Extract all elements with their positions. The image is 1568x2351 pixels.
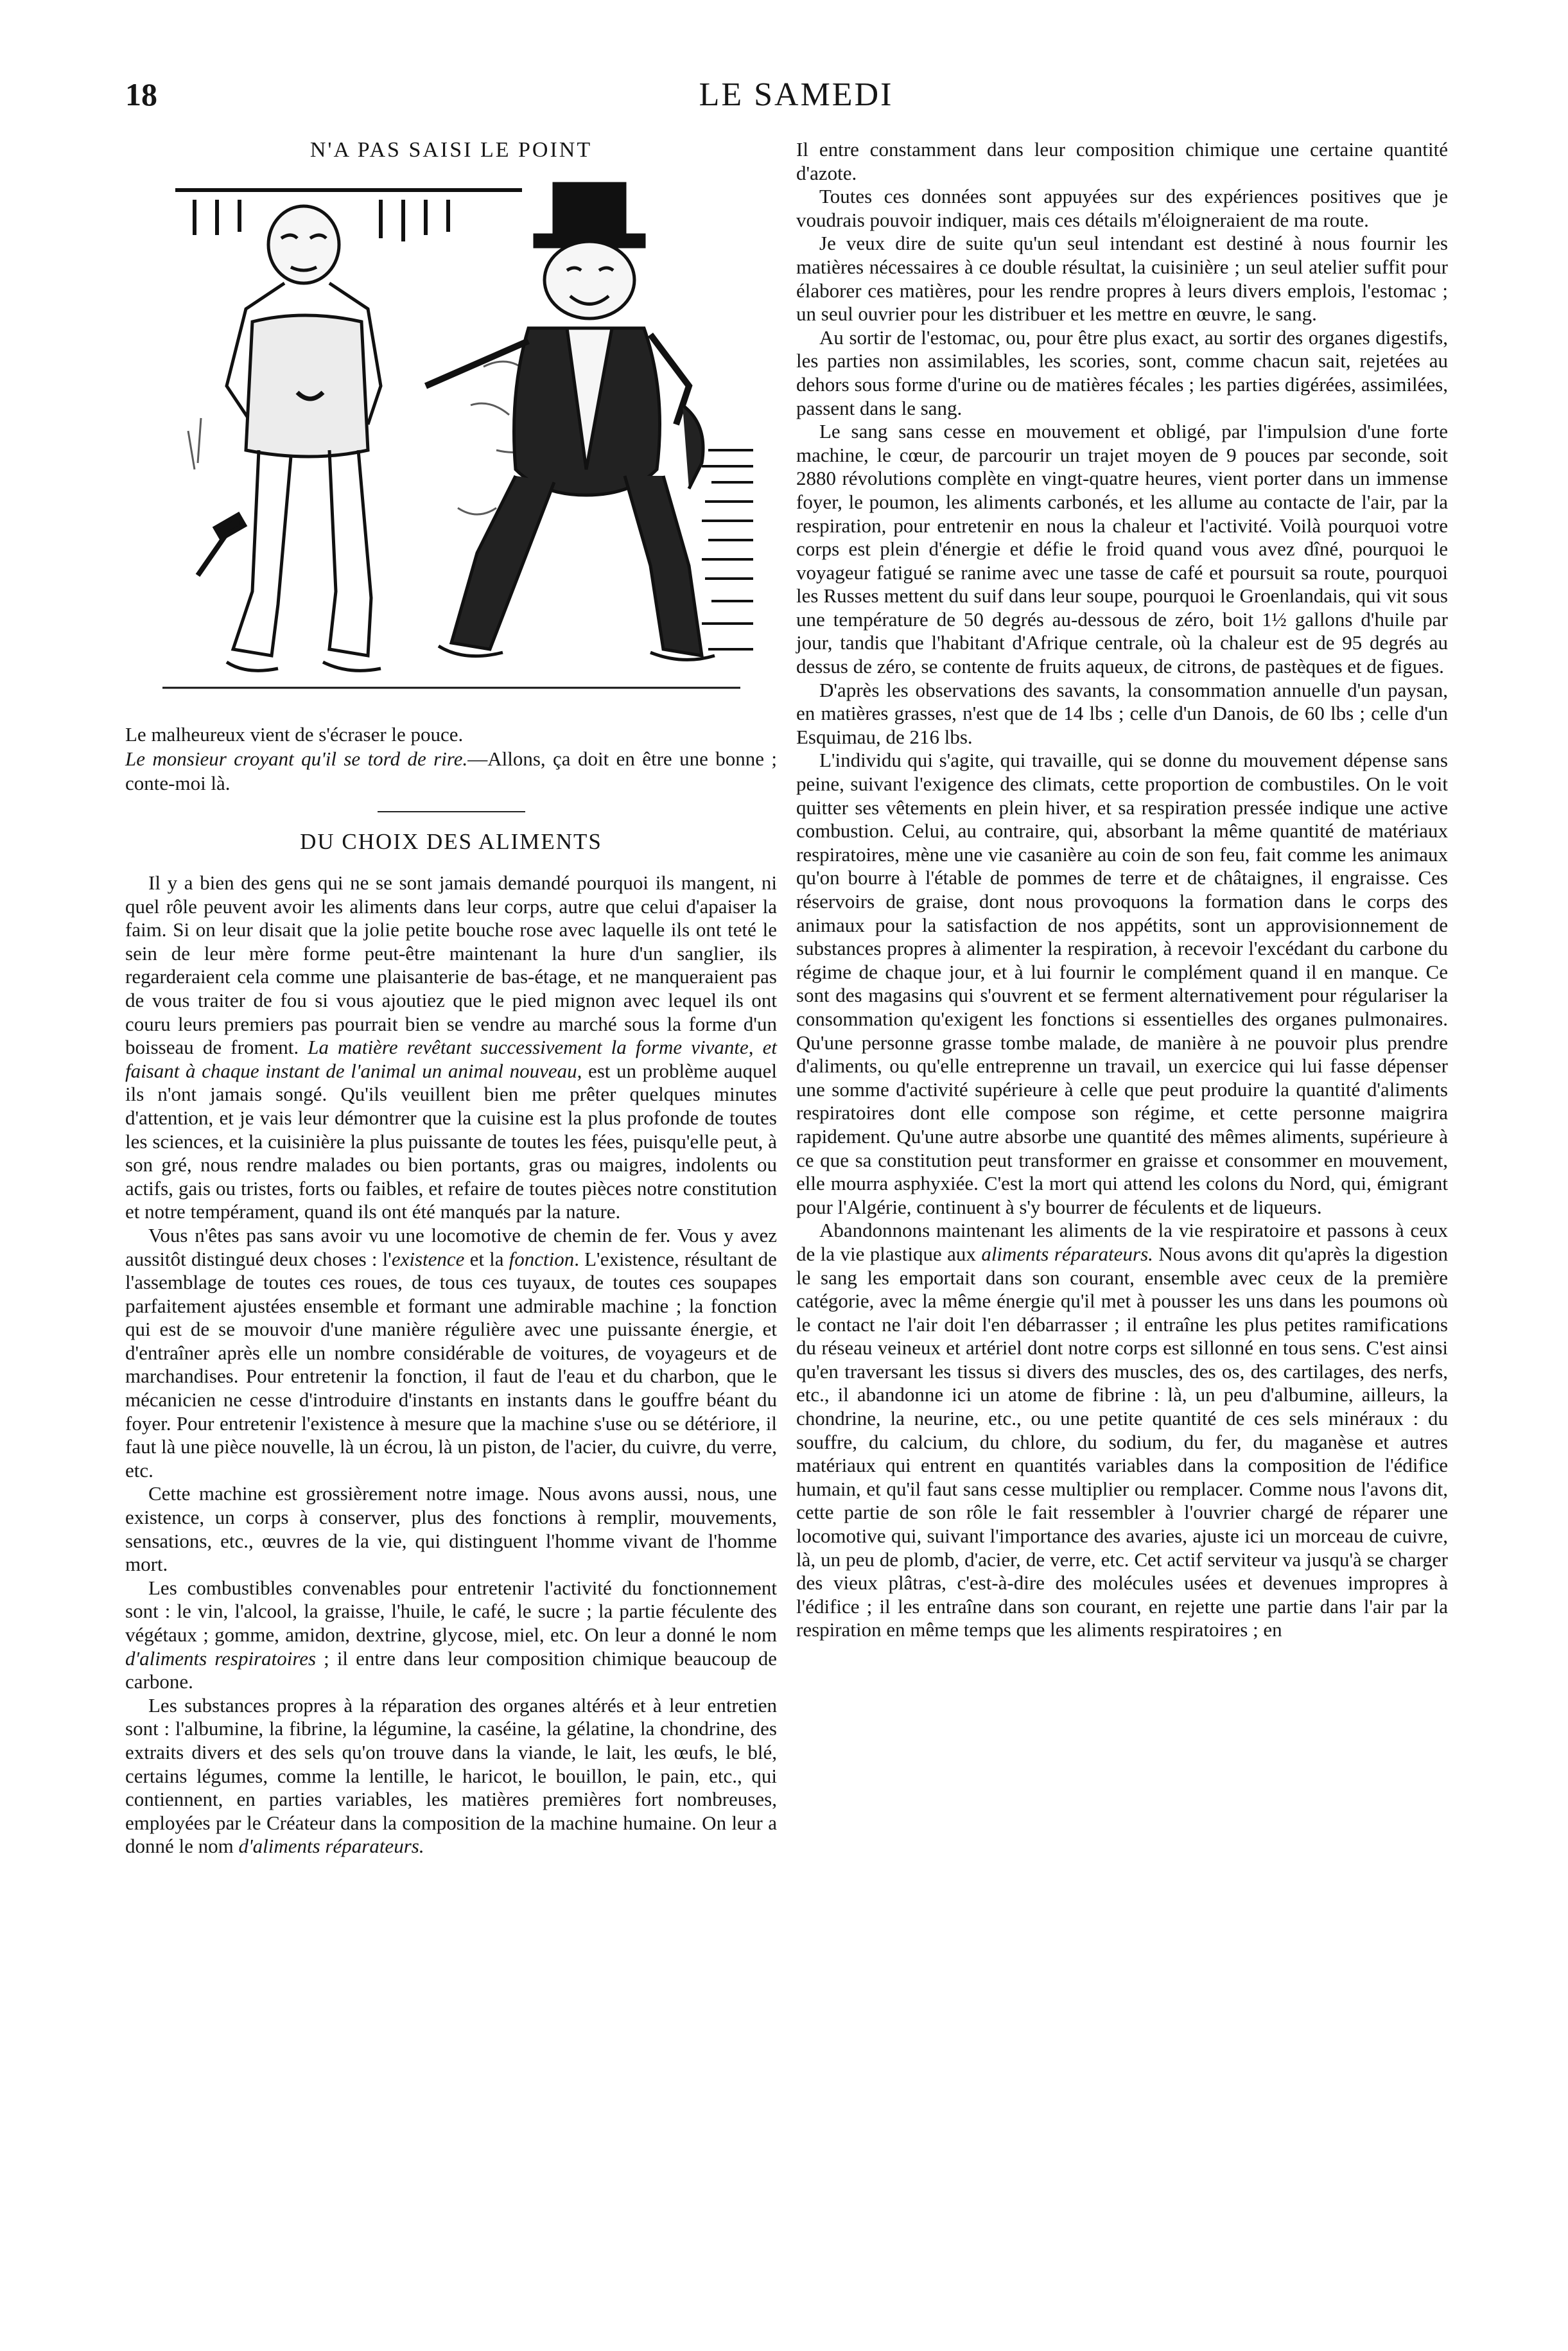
- right-column: [796, 138, 1448, 1642]
- article-body-right: [796, 138, 1448, 1642]
- paragraph: Au sortir de l'estomac, ou, pour être plus exact, au sortir des organes digestifs, les parties non assimilables, les scories, sont, comme chacun sait, rejetées au dehors sous forme d'urine ou de matières fécales ; les parties digérées, assimilées, passent dans le sang.: [796, 326, 1448, 419]
- section-divider: [378, 811, 525, 812]
- paragraph: Toutes ces données sont appuyées sur des expériences positives que je voudrais pouvoir indiquer, mais ces détails m'éloigneraient de ma route.: [796, 185, 1448, 231]
- paragraph: Abandonnons maintenant les aliments de la vie respiratoire et passons à ceux de la vie plastique aux aliments réparateurs. Nous avons dit qu'après la digestion le sang les emportait dans son courant, ensemble avec ceux de la première catégorie, avec la même énergie qu'il met à pousser les uns dans les poumons où le contact ne l'air doit l'en débarrasser ; il entraîne les plus petites ramifications du réseau veineux et artériel dont notre corps est sillonné en tous sens. C'est ainsi qu'en traversant les tissus si divers des muscles, des os, des cartilages, des nerfs, etc., il abandonne ici un atome de fibrine : là, un peu d'albumine, ailleurs, la chondrine, la neurine, etc., ou une petite quantité de ces sels minéraux : du souffre, du calcium, du chlore, du sodium, du fer, du maganèse et autres matériaux qui entrent en quantités variables dans la composition de l'édifice humain, et qu'il faut sans cesse multiplier ou remplacer. Comme nous l'avons dit, cette partie de son rôle le fait ressembler à l'ouvrier chargé de réparer une locomotive qui, suivant l'importance des avaries, ajuste ici un morceau de cuivre, là, un peu de plomb, d'acier, de verre, etc. Cet actif serviteur va jusqu'à se charger des vieux plâtras, c'est-à-dire des molécules usées et devenues impropres à l'édifice ; il les entraîne dans son courant, en rejette une partie dans l'air par la respiration en même temps que les aliments respiratoires ; en: [796, 1219, 1449, 1641]
- article-title: DU CHOIX DES ALIMENTS: [300, 829, 602, 854]
- paragraph: Les combustibles convenables pour entretenir l'activité du fonctionnement sont : le vin, l'alcool, la graisse, l'huile, le café, le sucre ; la partie féculente des végétaux ; gomme, amidon, dextrine, glycose, miel, etc. On leur a donné le nom d'aliments respiratoires ; il entre dans leur composition chimique beaucoup de carbone.: [125, 1576, 777, 1693]
- caption-italic: Le monsieur croyant qu'il se tord de rire.: [125, 747, 468, 770]
- cartoon-title: N'A PAS SAISI LE POINT: [309, 138, 593, 162]
- paragraph: Il entre constamment dans leur composition chimique une certaine quantité d'azote.: [796, 138, 1448, 184]
- paragraph: Il y a bien des gens qui ne se sont jamais demandé pourquoi ils mangent, ni quel rôle peuvent avoir les aliments dans leur corps, autre que celui d'apaiser la faim. Si on leur disait que la jolie petite bouche rose avec laquelle ils ont teté le sein de leur mère forme peut-être maintenant la hure d'un sanglier, ils regarderaient cela comme une plaisanterie de bas-étage, et ne manqueraient pas de vous traiter de fou si vous ajoutiez que le pied mignon avec lequel ils ont couru leurs premiers pas pourrait bien se vendre au marché sous la forme d'un boisseau de froment. La matière revêtant successivement la forme vivante, et faisant à chaque instant de l'animal un animal nouveau, est un problème auquel ils n'ont jamais songé. Qu'ils veuillent bien me prêter quelques minutes d'attention, et je vais leur démontrer que la cuisine est la plus profonde de toutes les sciences, et la cuisinière la plus puissante de toutes les fées, puisqu'elle peut, à son gré, nous rendre malades ou bien portants, gras ou maigres, indolents ou actifs, gais ou tristes, forts ou faibles, et refaire de toutes pièces notre constitution et notre tempérament, quand ils ont été manqués par la nature.: [125, 871, 778, 1223]
- paragraph: D'après les observations des savants, la consommation annuelle d'un paysan, en matières grasses, n'est que de 14 lbs ; celle d'un Danois, de 60 lbs ; celle d'un Esquimau, de 216 lbs.: [796, 678, 1448, 748]
- caption-line-2: [125, 747, 777, 796]
- paragraph: Le sang sans cesse en mouvement et obligé, par l'impulsion d'une forte machine, le cœur, de parcourir un trajet moyen de 9 pouces par seconde, soit 2880 révolutions complète en vingt-quatre heures, vient porter dans un immense foyer, le poumon, les aliments carbonés, et les allume au contacte de l'air, par la respiration, pour entretenir en nous la chaleur et l'activité. Voilà pourquoi votre corps est plein d'énergie et défie le froid quand vous avez dîné, pourquoi le voyageur fatigué se ranime avec une tasse de café et poursuit sa route, pourquoi les Russes mettent du suif dans leur soupe, pourquoi le Groenlandais, qui vit sous une température de 50 degrés au-dessous de zéro, boit 1½ gallons d'huile par jour, tandis que l'habitant d'Afrique centrale, où la chaleur est de 95 degrés au dessus de zéro, se contente de fruits aqueux, de citrons, de pastèques et de figues.: [796, 420, 1448, 678]
- journal-title: LE SAMEDI: [699, 76, 894, 113]
- paragraph: Les substances propres à la réparation des organes altérés et à leur entretien sont : l'albumine, la fibrine, la légumine, la caséine, la gélatine, la chondrine, des extraits divers et des sels qu'on trouve dans la viande, le lait, les œufs, le blé, certains légumes, comme la lentille, le haricot, le bouillon, le pain, etc., qui contiennent, en parties variables, les matières premières fort nombreuses, employées par le Créateur dans la composition de la machine humaine. On leur a donné le nom d'aliments réparateurs.: [125, 1693, 777, 1858]
- cartoon-caption: [125, 722, 777, 796]
- paragraph: Cette machine est grossièrement notre image. Nous avons aussi, nous, une existence, un corps à conserver, plus des fonctions à remplir, mouvements, sensations, etc., œuvres de la vie, qui distinguent l'homme vivant de l'homme mort.: [125, 1482, 777, 1576]
- paragraph: Je veux dire de suite qu'un seul intendant est destiné à nous fournir les matières nécessaires à ce double résultat, la cuisinière ; un seul atelier suffit pour élaborer ces matières, pour les rendre propres à leurs divers emplois, l'estomac ; un seul ouvrier pour les distribuer et les mettre en œuvre, le sang.: [796, 232, 1448, 326]
- caption-rest: —Allons, ça doit en être une bonne ; conte-moi là.: [125, 747, 777, 794]
- paragraph: Vous n'êtes pas sans avoir vu une locomotive de chemin de fer. Vous y avez aussitôt distingué deux choses : l'existence et la fonction. L'existence, résultant de l'assemblage de toutes ces roues, de tous ces tuyaux, de toutes ces soupapes parfaitement ajustées ensemble et formant une admirable machine ; la fonction qui est de se mouvoir d'une manière régulière avec une puissante énergie, et d'entraîner après elle un nombre considérable de voitures, de voyageurs et de marchandises. Pour entretenir la fonction, il faut de l'eau et du charbon, que le mécanicien ne cesse d'introduire d'instants en instants dans le gouffre béant du foyer. Pour entretenir l'existence à mesure que la machine s'use ou se détériore, il faut là une pièce nouvelle, là un écrou, là un piston, de l'acier, du cuivre, du verre, etc.: [125, 1223, 778, 1481]
- caption-line-1: Le malheureux vient de s'écraser le pouce.: [125, 723, 464, 746]
- article-body-left: [125, 871, 777, 1858]
- left-column: [125, 138, 777, 1858]
- cartoon-illustration: [137, 174, 766, 707]
- paragraph: L'individu qui s'agite, qui travaille, qui se donne du mouvement dépense sans peine, suivant l'exigence des climats, cette proportion de combustiles. On le voit quitter ses vêtements en plein hiver, et sa respiration pressée indique une active combustion. Celui, au contraire, qui, absorbant la même quantité de matériaux respiratoires, mène une vie casanière au coin de son feu, fait comme les animaux qu'on bourre à l'étable de pommes de terre et de châtaignes, il engraisse. Ces réservoirs de graise, dont nous provoquons la formation dans le corps des animaux pour la satisfaction de nos appétits, sont un approvisionnement de substances propres à alimenter la respiration, à recevoir l'excédant du carbone du régime de chaque jour, et à lui fournir le complément quand il en manque. Ce sont des magasins qui s'ouvrent et se ferment alternativement pour régulariser la consommation qu'exigent les fonctions si essentielles des organes pulmonaires. Qu'une personne grasse tombe malade, de manière à ne pouvoir plus prendre d'aliments, ou qu'elle entreprenne un travail, un exercice qui lui fasse dépenser une somme d'activité supérieure à celle que peut produire la quantité d'aliments respiratoires dont elle compose son régime, et cette personne maigrira rapidement. Qu'une autre absorbe une quantité des mêmes aliments, supérieure à ce que sa constitution peut transformer en graisse et consommer en mouvement, elle mourra asphyxiée. C'est la mort qui attend les colons du Nord, qui, émigrant pour l'Algérie, continuent à s'y bourrer de féculents et de liqueurs.: [796, 749, 1448, 1218]
- page-number: 18: [125, 76, 157, 112]
- page-header: [125, 76, 1467, 127]
